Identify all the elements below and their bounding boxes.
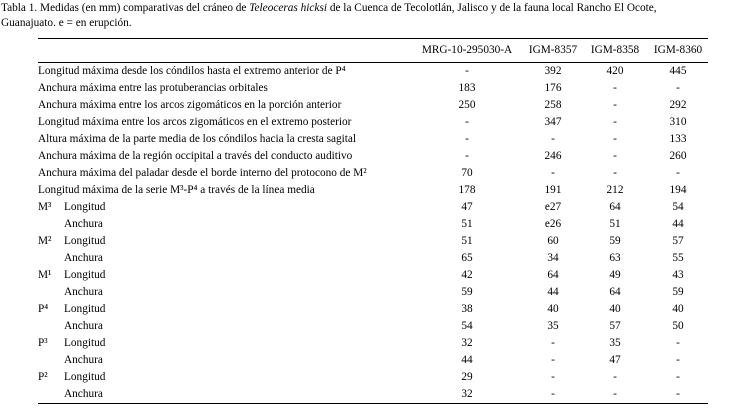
tooth-row: [38, 335, 708, 352]
value-cell: 35: [547, 320, 559, 332]
value-cell: -: [551, 371, 555, 383]
value-cell: 63: [609, 252, 621, 264]
value-cell: -: [465, 65, 469, 77]
value-cell: 44: [547, 286, 559, 298]
table-row: [38, 165, 708, 182]
value-cell: -: [613, 371, 617, 383]
table-row: [38, 148, 708, 165]
measurement-label: Longitud: [64, 201, 106, 213]
tooth-row: [38, 369, 708, 386]
tooth-row: [38, 199, 708, 216]
value-cell: 191: [544, 184, 562, 196]
tooth-row: [38, 386, 708, 404]
measurement-label: Anchura: [64, 252, 103, 264]
header-cell: IGM-8358: [582, 38, 648, 63]
measurement-label: Longitud: [64, 269, 106, 281]
row-label: [38, 301, 410, 318]
value-cell: 260: [669, 150, 687, 162]
tooth-label: P⁴: [38, 303, 49, 315]
value-cell: -: [465, 133, 469, 145]
value-cell: 59: [672, 286, 684, 298]
measurement-label: Longitud: [64, 337, 106, 349]
value-cell: 54: [672, 201, 684, 213]
value-cell: 64: [609, 201, 621, 213]
value-cell: -: [613, 116, 617, 128]
value-cell: -: [676, 371, 680, 383]
value-cell: 51: [461, 235, 473, 247]
value-cell: -: [613, 167, 617, 179]
value-cell: 212: [606, 184, 624, 196]
row-label: [38, 386, 410, 404]
value-cell: -: [613, 150, 617, 162]
value-cell: -: [613, 82, 617, 94]
value-cell: 310: [669, 116, 687, 128]
value-cell: 133: [669, 133, 687, 145]
tooth-row: [38, 216, 708, 233]
row-label: Longitud máxima de la serie M³-P⁴ a través de la línea media: [38, 184, 315, 196]
measurement-label: Anchura: [64, 354, 103, 366]
table-row: [38, 80, 708, 97]
value-cell: 250: [458, 99, 476, 111]
caption-species: Teleoceras hicksi: [249, 2, 327, 14]
value-cell: -: [676, 82, 680, 94]
header-cell: [38, 38, 410, 63]
value-cell: 47: [609, 354, 621, 366]
measurement-label: Anchura: [64, 320, 103, 332]
value-cell: 44: [461, 354, 473, 366]
row-label: Anchura máxima de la región occipital a través del conducto auditivo: [38, 150, 353, 162]
value-cell: 32: [461, 388, 473, 400]
value-cell: 60: [547, 235, 559, 247]
row-label: [38, 233, 410, 250]
row-label: [38, 267, 410, 284]
value-cell: 51: [461, 218, 473, 230]
header-cell: IGM-8357: [524, 38, 582, 63]
value-cell: -: [613, 133, 617, 145]
row-label: Longitud máxima entre los arcos zigomáticos en el extremo posterior: [38, 116, 352, 128]
value-cell: 64: [609, 286, 621, 298]
measurement-label: Longitud: [64, 235, 106, 247]
tooth-row: [38, 250, 708, 267]
value-cell: 178: [458, 184, 476, 196]
measurement-label: Longitud: [64, 303, 106, 315]
value-cell: 65: [461, 252, 473, 264]
row-label: Anchura máxima del paladar desde el borde interno del protocono de M²: [38, 167, 367, 179]
value-cell: -: [551, 388, 555, 400]
value-cell: 59: [609, 235, 621, 247]
caption-prefix: Tabla 1. Medidas (en mm) comparativas del cráneo de: [1, 2, 250, 14]
value-cell: 32: [461, 337, 473, 349]
value-cell: 420: [606, 65, 624, 77]
value-cell: 42: [461, 269, 473, 281]
table-row: [38, 131, 708, 148]
caption-suffix: de la Cuenca de Tecolotlán, Jalisco y de la fauna local Rancho El Ocote,: [327, 2, 657, 14]
measurement-label: Anchura: [64, 286, 103, 298]
tooth-row: [38, 267, 708, 284]
header-cell: IGM-8360: [648, 38, 708, 63]
row-label: [38, 199, 410, 216]
value-cell: -: [465, 150, 469, 162]
value-cell: 43: [672, 269, 684, 281]
table-caption: [1, 1, 741, 30]
value-cell: 34: [547, 252, 559, 264]
row-label: Anchura máxima entre los arcos zigomáticos en la porción anterior: [38, 99, 342, 111]
measurements-table: [38, 38, 708, 404]
table-row: [38, 97, 708, 114]
value-cell: 35: [609, 337, 621, 349]
value-cell: e26: [544, 218, 562, 230]
row-label: Longitud máxima desde los cóndilos hasta el extremo anterior de P⁴: [38, 65, 346, 77]
value-cell: 292: [669, 99, 687, 111]
value-cell: 59: [461, 286, 473, 298]
row-label: Anchura máxima entre las protuberancias orbitales: [38, 82, 268, 94]
tooth-label: P²: [38, 371, 48, 383]
tooth-row: [38, 233, 708, 250]
value-cell: 194: [669, 184, 687, 196]
value-cell: 392: [544, 65, 562, 77]
value-cell: 246: [544, 150, 562, 162]
measurement-label: Anchura: [64, 388, 103, 400]
row-label: Altura máxima de la parte media de los cóndilos hacia la cresta sagital: [38, 133, 357, 145]
tooth-row: [38, 352, 708, 369]
value-cell: 55: [672, 252, 684, 264]
table-row: [38, 63, 708, 81]
row-label: [38, 318, 410, 335]
tooth-label: P³: [38, 337, 48, 349]
value-cell: -: [613, 99, 617, 111]
value-cell: 64: [547, 269, 559, 281]
value-cell: -: [551, 167, 555, 179]
value-cell: 40: [547, 303, 559, 315]
value-cell: 38: [461, 303, 473, 315]
value-cell: 29: [461, 371, 473, 383]
row-label: [38, 335, 410, 352]
value-cell: -: [676, 167, 680, 179]
value-cell: 50: [672, 320, 684, 332]
value-cell: 347: [544, 116, 562, 128]
value-cell: 258: [544, 99, 562, 111]
measurement-label: Anchura: [64, 218, 103, 230]
value-cell: -: [551, 354, 555, 366]
value-cell: -: [676, 388, 680, 400]
tooth-row: [38, 301, 708, 318]
header-cell: MRG-10-295030-A: [410, 38, 524, 63]
tooth-label: M¹: [38, 269, 52, 281]
value-cell: 49: [609, 269, 621, 281]
value-cell: -: [613, 388, 617, 400]
caption-line2: Guanajuato. e = en erupción.: [1, 16, 132, 29]
value-cell: 54: [461, 320, 473, 332]
table-body: [38, 63, 708, 404]
value-cell: -: [465, 116, 469, 128]
value-cell: -: [676, 337, 680, 349]
tooth-row: [38, 284, 708, 301]
value-cell: 40: [672, 303, 684, 315]
value-cell: -: [676, 354, 680, 366]
row-label: [38, 352, 410, 369]
value-cell: 51: [609, 218, 621, 230]
row-label: [38, 216, 410, 233]
value-cell: -: [551, 133, 555, 145]
row-label: [38, 369, 410, 386]
row-label: [38, 250, 410, 267]
measurement-label: Longitud: [64, 371, 106, 383]
value-cell: -: [551, 337, 555, 349]
value-cell: 40: [609, 303, 621, 315]
tooth-label: M²: [38, 235, 52, 247]
tooth-label: M³: [38, 201, 52, 213]
tooth-row: [38, 318, 708, 335]
value-cell: e27: [544, 201, 562, 213]
value-cell: 57: [672, 235, 684, 247]
value-cell: 183: [458, 82, 476, 94]
value-cell: 70: [461, 167, 473, 179]
row-label: [38, 284, 410, 301]
header-row: [38, 38, 708, 63]
value-cell: 47: [461, 201, 473, 213]
value-cell: 445: [669, 65, 687, 77]
value-cell: 57: [609, 320, 621, 332]
table-row: [38, 182, 708, 199]
value-cell: 176: [544, 82, 562, 94]
table-row: [38, 114, 708, 131]
value-cell: 44: [672, 218, 684, 230]
